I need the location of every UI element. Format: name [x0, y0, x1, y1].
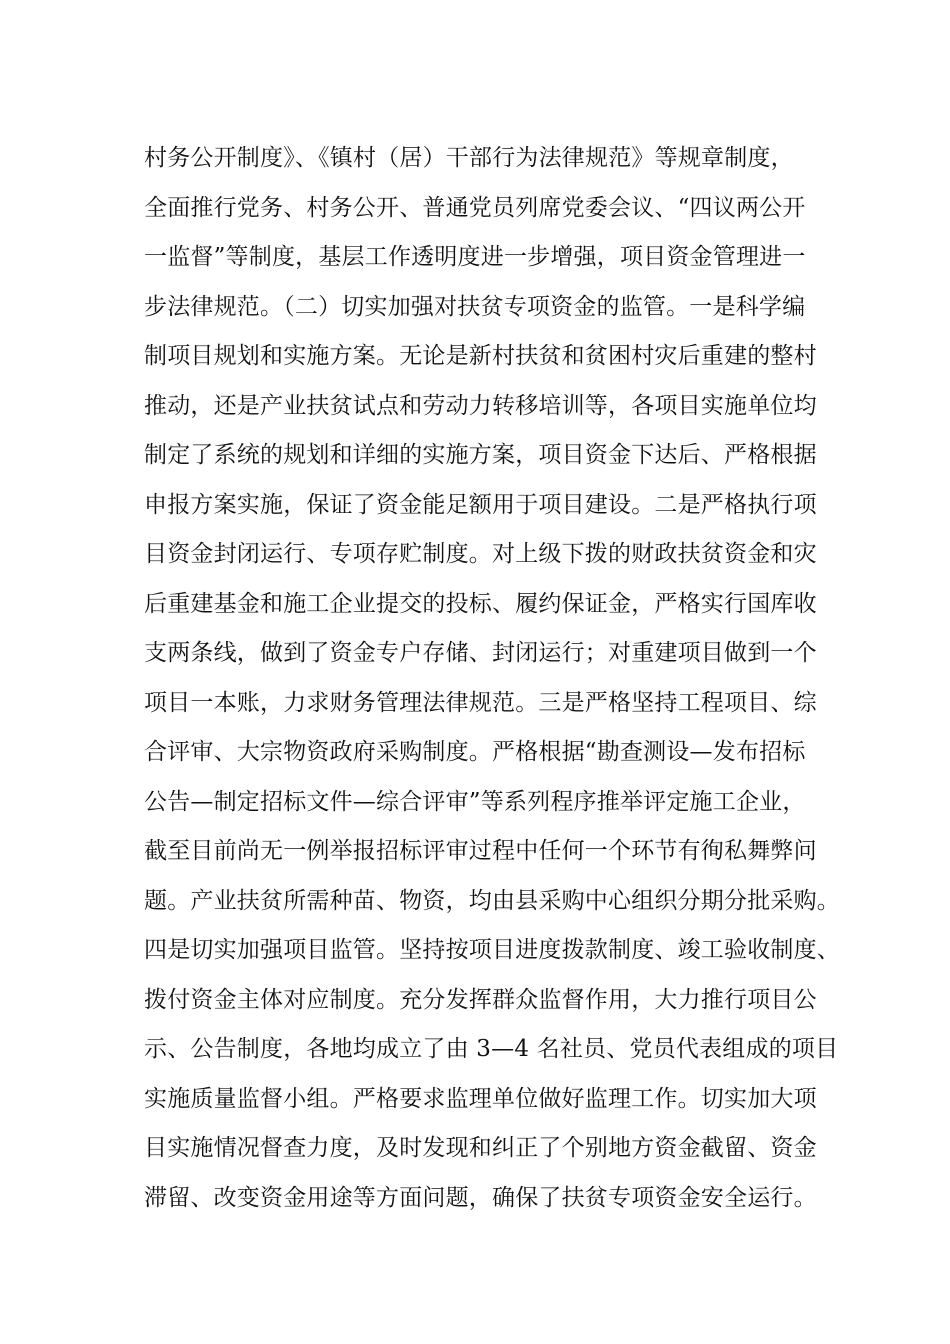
- text-line: 示、公告制度，各地均成立了由 3—4 名社员、党员代表组成的项目: [144, 1036, 839, 1062]
- text-line: 公告—制定招标文件—综合评审”等系列程序推举评定施工企业，: [144, 788, 806, 815]
- text-line: 题。产业扶贫所需种苗、物资，均由县采购中心组织分期分批采购。: [144, 887, 840, 914]
- text-line: 申报方案实施，保证了资金能足额用于项目建设。二是严格执行项: [144, 491, 817, 518]
- text-line: 村务公开制度》、《镇村（居）干部行为法律规范》等规章制度，: [144, 145, 794, 171]
- text-line: 制定了系统的规划和详细的实施方案，项目资金下达后、严格根据: [144, 442, 817, 468]
- text-line: 全面推行党务、村务公开、普通党员列席党委会议、“四议两公开: [144, 194, 806, 221]
- text-line: 支两条线，做到了资金专户存储、封闭运行；对重建项目做到一个: [144, 640, 817, 666]
- text-line: 项目一本账，力求财务管理法律规范。三是严格坚持工程项目、综: [144, 689, 817, 716]
- text-line: 制项目规划和实施方案。无论是新村扶贫和贫困村灾后重建的整村: [144, 343, 817, 369]
- text-line: 一监督”等制度，基层工作透明度进一步增强，项目资金管理进一: [144, 244, 806, 270]
- text-line: 截至目前尚无一例举报招标评审过程中任何一个环节有徇私舞弊问: [144, 838, 817, 864]
- text-line: 合评审、大宗物资政府采购制度。严格根据“勘查测设—发布招标: [144, 739, 806, 765]
- text-line: 滞留、改变资金用途等方面问题，确保了扶贫专项资金安全运行。: [144, 1184, 817, 1211]
- text-line: 步法律规范。（二）切实加强对扶贫专项资金的监管。一是科学编: [144, 293, 806, 320]
- text-line: 拨付资金主体对应制度。充分发挥群众监督作用，大力推行项目公: [144, 986, 817, 1013]
- body-text: [144, 134, 840, 1223]
- text-line: 目资金封闭运行、专项存贮制度。对上级下拨的财政扶贫资金和灾: [144, 541, 817, 567]
- text-line: 四是切实加强项目监管。坚持按项目进度拨款制度、竣工验收制度、: [144, 937, 840, 963]
- text-line: 推动，还是产业扶贫试点和劳动力转移培训等，各项目实施单位均: [144, 392, 817, 419]
- text-line: 目实施情况督查力度，及时发现和纠正了个别地方资金截留、资金: [144, 1135, 817, 1161]
- text-line: 后重建基金和施工企业提交的投标、履约保证金，严格实行国库收: [144, 590, 817, 617]
- text-line: 实施质量监督小组。严格要求监理单位做好监理工作。切实加大项: [144, 1085, 817, 1112]
